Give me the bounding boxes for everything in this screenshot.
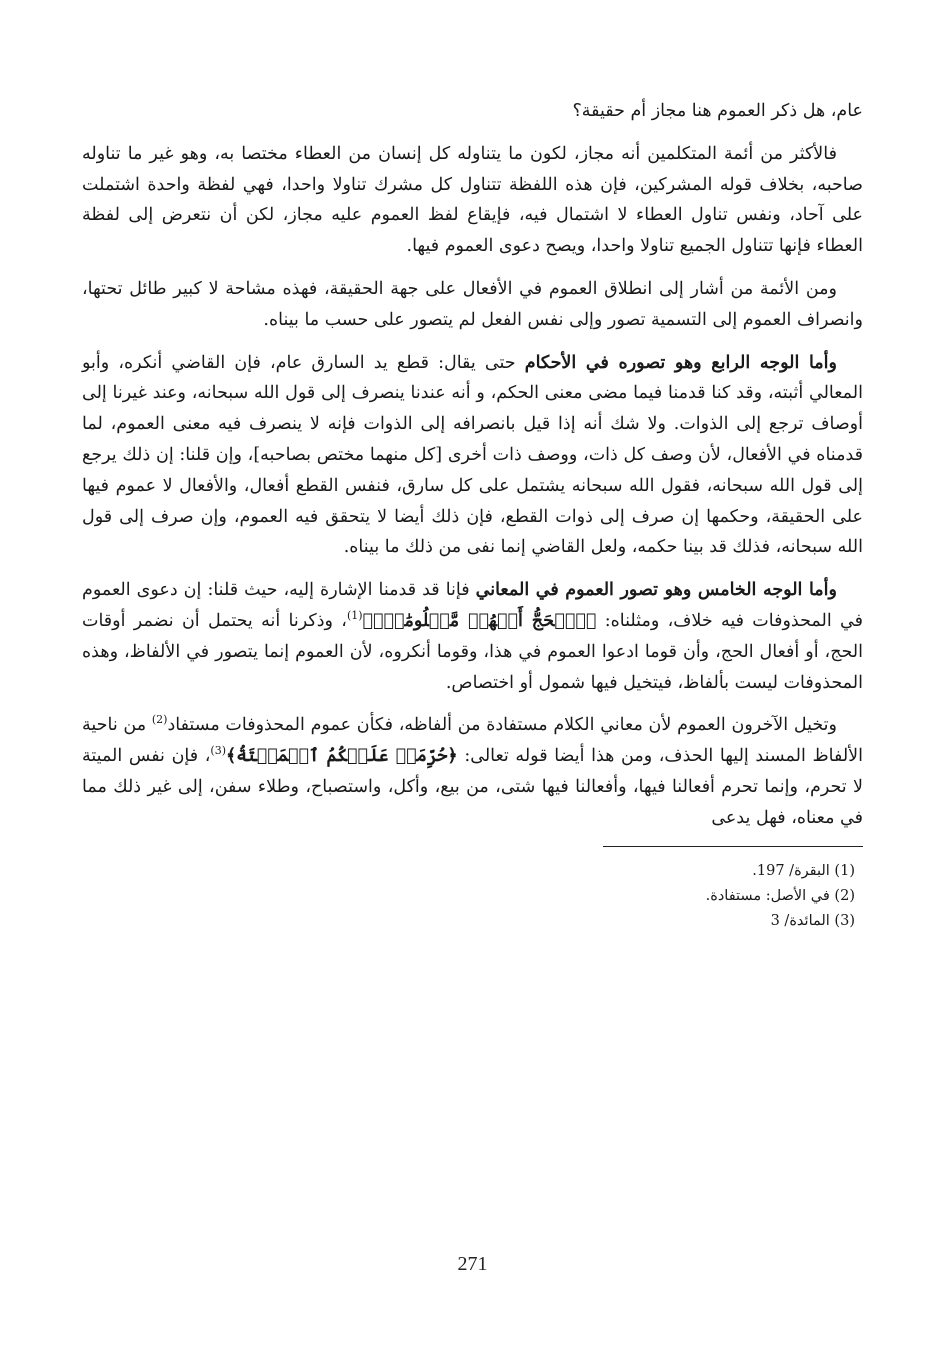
quran-verse-maitah: ﴿حُرِّمَتۡ عَلَيۡكُمُ ٱلۡمَيۡتَةُ﴾: [226, 746, 458, 767]
footnote-ref-2: (2): [151, 713, 168, 727]
footnote-ref-3: (3): [210, 744, 227, 758]
footnotes: [82, 859, 863, 934]
paragraph-6: [82, 710, 863, 833]
paragraph-6-text-a: وتخيل الآخرون العموم لأن معاني الكلام مستفادة من ألفاظه، فكأن عموم المحذوفات مستفاد: [167, 715, 837, 736]
section-heading-fourth: وأما الوجه الرابع وهو تصوره في الأحكام: [524, 352, 837, 373]
footnote-divider: [603, 846, 863, 847]
paragraph-5-text-b: ، وذكرنا أنه يحتمل أن نضمر أوقات الحج، أو أفعال الحج، وأن قوما ادعوا العموم في هذا، وقوما أنكروه، لأن العموم إنما يتصور في الألفاظ، وهذه المحذوفات ليست بألفاظ، فيتخيل فيها شمول أو اختصاص.: [82, 610, 863, 693]
paragraph-2: فالأكثر من أئمة المتكلمين أنه مجاز، لكون ما يتناوله كل إنسان من العطاء مختصا به، وهو غير ما تناوله صاحبه، بخلاف قوله المشركين، فإن هذه اللفظة تتناول كل مشرك تناولا واحدا، فهي لفظة واحدة اشتملت على آحاد، ونفس تناول العطاء لا اشتمال فيه، فإيقاع لفظ العموم عليه مجاز، لكن أن نتعرض إلى لفظة العطاء فإنها تتناول الجميع تناولا واحدا، ويصح دعوى العموم فيها.: [82, 143, 863, 257]
paragraph-5-text-a: فإنا قد قدمنا الإشارة إليه، حيث قلنا: إن دعوى العموم في المحذوفات فيه خلاف، ومثلناه:: [82, 580, 863, 631]
paragraph-6-text-c: ، فإن نفس الميتة لا تحرم، وإنما تحرم أفعالنا فيها، وأفعالنا فيها شتى، من بيع، وأكل، واستصباح، وطلاء سفن، إلى غير ذلك مما في معناه، فهل يدعى: [82, 746, 863, 828]
paragraph-4-text: حتى يقال: قطع يد السارق عام، فإن القاضي أنكره، وأبو المعالي أثبته، وقد كنا قدمنا فيما مضى معنى الحكم، و أنه عندنا ينصرف إلى قول الله سبحانه، وعند غيرنا إلى أوصاف ترجع إلى الذوات. ولا شك أنه إذا قيل بانصرافه إلى الذوات فإنه لا ينصرف فيه معنى العموم، لما قدمناه في الأفعال، لأن وصف كل ذات، ووصف ذات أخرى [كل منهما مختص بصاحبه]، وإن قلنا: إن ذلك يرجع إلى قول الله سبحانه، فقول الله سبحانه يشتمل على كل سارق، فنفس القطع أفعال، والأفعال لا عموم فيها على الحقيقة، وحكمها إن صرف إلى ذوات القطع، فإن ذلك أيضا لا يتحقق فيه العموم، وإن صرف إلى قول الله سبحانه، فذلك قد بينا حكمه، ولعل القاضي إنما نفى من ذلك ما بيناه.: [82, 352, 863, 558]
footnote-1: (1) البقرة/ 197.: [752, 862, 855, 879]
paragraph-4: [82, 348, 863, 564]
paragraph-6-text-b: من ناحية الألفاظ المسند إليها الحذف، ومن هذا أيضا قوله تعالى:: [82, 715, 863, 767]
paragraph-3: ومن الأئمة من أشار إلى انطلاق العموم في الأفعال على جهة الحقيقة، فهذه مشاحة لا كبير طائل تحتها، وانصراف العموم إلى التسمية تصور وإلى نفس الفعل لم يتصور على حسب ما بيناه.: [82, 278, 863, 330]
footnote-3: (3) المائدة/ 3: [770, 912, 855, 929]
body-text: [82, 96, 863, 834]
quran-verse-hajj: ﴿ٱلۡحَجُّ أَشۡهُرٞ مَّعۡلُومَٰتٞۚ﴾: [362, 610, 597, 631]
paragraph-5: [82, 575, 863, 698]
footnote-ref-1: (1): [346, 609, 363, 623]
paragraph-1: عام، هل ذكر العموم هنا مجاز أم حقيقة؟: [572, 101, 863, 121]
page-number: 271: [457, 1253, 488, 1275]
section-heading-fifth: وأما الوجه الخامس وهو تصور العموم في المعاني: [475, 580, 837, 601]
footnote-2: (2) في الأصل: مستفادة.: [705, 887, 855, 904]
